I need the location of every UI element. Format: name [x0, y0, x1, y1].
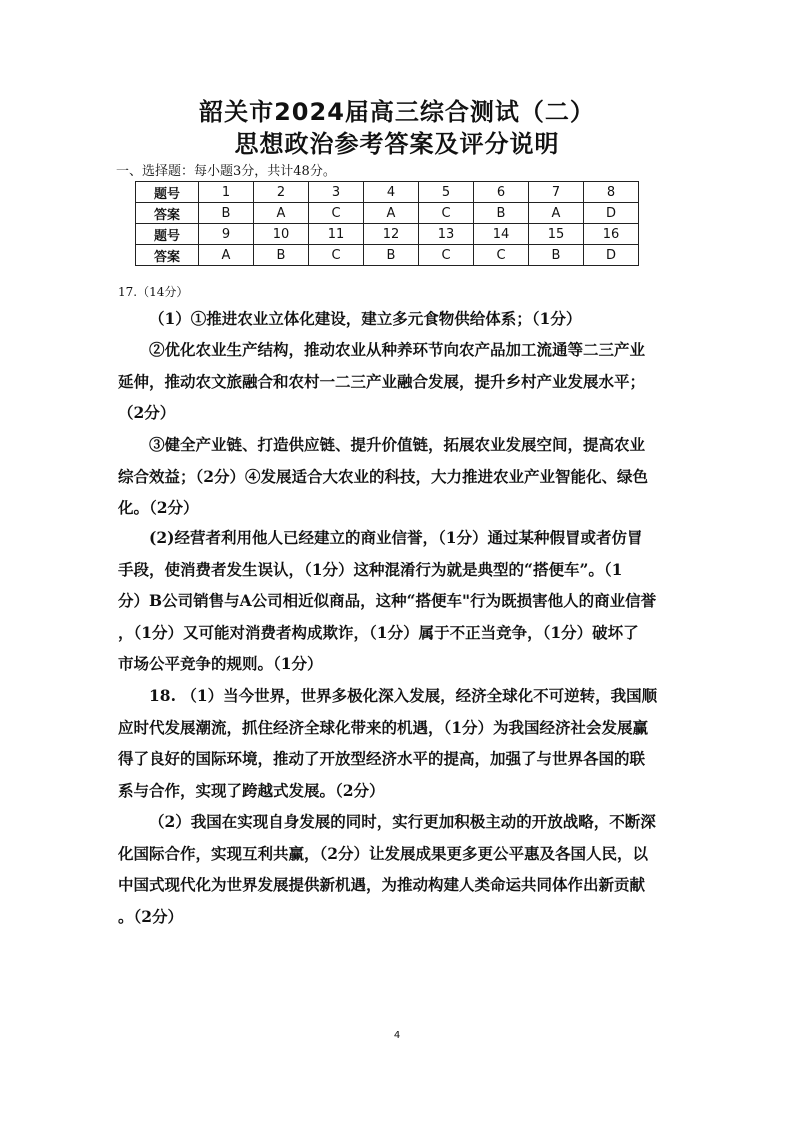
paragraph-line: 应时代发展潮流，抓住经济全球化带来的机遇，（1分）为我国经济社会发展赢: [118, 717, 649, 737]
question-number: 10: [254, 224, 309, 245]
paragraph-line: （1）①推进农业立体化建设，建立多元食物供给体系；（1分）: [149, 309, 582, 328]
paragraph-line: 化国际合作，实现互利共赢，（2分）让发展成果更多更公平惠及各国人民，以: [118, 843, 649, 863]
question-number: 3: [309, 182, 364, 203]
answer-cell: D: [584, 203, 639, 224]
paragraph-line: 分）B公司销售与A公司相近似商品，这种“搭便车"行为既损害他人的商业信誉: [118, 591, 657, 610]
answer-cell: C: [474, 245, 529, 266]
question-number: 5: [419, 182, 474, 203]
paragraph-line: 18. （1）当今世界，世界多极化深入发展，经济全球化不可逆转，我国顺: [149, 686, 658, 705]
answer-cell: A: [199, 245, 254, 266]
answer-cell: B: [529, 245, 584, 266]
answer-cell: B: [254, 245, 309, 266]
question-number: 13: [419, 224, 474, 245]
answer-cell: A: [364, 203, 419, 224]
q17-part2: [118, 522, 678, 680]
question-number: 15: [529, 224, 584, 245]
paragraph-line: 得了良好的国际环境，推动了开放型经济水平的提高，加强了与世界各国的联: [118, 749, 646, 768]
question-number: 7: [529, 182, 584, 203]
q17-part1-point3: [118, 429, 678, 524]
question-number: 8: [584, 182, 639, 203]
table-row: [136, 245, 639, 266]
paragraph-line: 中国式现代化为世界发展提供新机遇，为推动构建人类命运共同体作出新贡献: [118, 875, 646, 894]
paragraph-line: 综合效益；（2分）④发展适合大农业的科技，大力推进农业产业智能化、绿色: [118, 466, 649, 486]
row-label-question: 题号: [136, 224, 199, 245]
q17-part1-point1: [118, 303, 678, 335]
q18-part2: [118, 806, 678, 932]
paragraph-line: 。（2分）: [118, 906, 184, 926]
answer-cell: B: [364, 245, 419, 266]
paragraph-line: 延伸，推动农文旅融合和农村一二三产业融合发展，提升乡村产业发展水平；: [118, 371, 646, 391]
question-17-header: 17.（14分）: [118, 285, 189, 299]
question-number: 2: [254, 182, 309, 203]
answer-cell: A: [529, 203, 584, 224]
row-label-answer: 答案: [136, 245, 199, 266]
answer-cell: A: [254, 203, 309, 224]
question-number: 1: [199, 182, 254, 203]
answer-cell: C: [419, 203, 474, 224]
question-number: 12: [364, 224, 419, 245]
paragraph-line: （2）我国在实现自身发展的同时，实行更加积极主动的开放战略，不断深: [149, 812, 656, 831]
paragraph-line: ②优化农业生产结构，推动农业从种养环节向农产品加工流通等二三产业: [149, 340, 646, 359]
question-number: 14: [474, 224, 529, 245]
row-label-answer: 答案: [136, 203, 199, 224]
paragraph-line: (2)经营者利用他人已经建立的商业信誉，（1分）通过某种假冒或者仿冒: [149, 528, 643, 547]
question-number: 11: [309, 224, 364, 245]
paragraph-line: ，（1分）又可能对消费者构成欺诈，（1分）属于不正当竞争，（1分）破坏了: [118, 622, 639, 642]
answer-cell: B: [199, 203, 254, 224]
answer-cell: C: [419, 245, 474, 266]
paragraph-line: （2分）: [118, 403, 176, 422]
question-number: 16: [584, 224, 639, 245]
q18-part1: [118, 680, 678, 806]
paragraph-line: 化。（2分）: [118, 498, 199, 517]
paragraph-line: 手段，使消费者发生误认，（1分）这种混淆行为就是典型的“搭便车”。（1: [118, 559, 623, 579]
row-label-question: 题号: [136, 182, 199, 203]
paragraph-line: ③健全产业链、打造供应链、提升价值链，拓展农业发展空间，提高农业: [149, 435, 646, 454]
answer-cell: D: [584, 245, 639, 266]
table-row: [136, 203, 639, 224]
question-number: 9: [199, 224, 254, 245]
document-title: 韶关市2024届高三综合测试（二）: [199, 98, 595, 126]
table-row: [136, 182, 639, 203]
q17-part1-point2: [118, 334, 678, 429]
paragraph-line: 系与合作，实现了跨越式发展。（2分）: [118, 780, 385, 800]
paragraph-line: 市场公平竞争的规则。（1分）: [118, 654, 323, 673]
answer-table: [135, 181, 639, 266]
question-number: 4: [364, 182, 419, 203]
section-header-choice: 一、选择题：每小题3分，共计48分。: [116, 164, 336, 179]
page-number: 4: [393, 1030, 401, 1041]
table-row: [136, 224, 639, 245]
document-subtitle: 思想政治参考答案及评分说明: [234, 130, 560, 158]
answer-cell: B: [474, 203, 529, 224]
question-number: 6: [474, 182, 529, 203]
answer-cell: C: [309, 245, 364, 266]
answer-cell: C: [309, 203, 364, 224]
